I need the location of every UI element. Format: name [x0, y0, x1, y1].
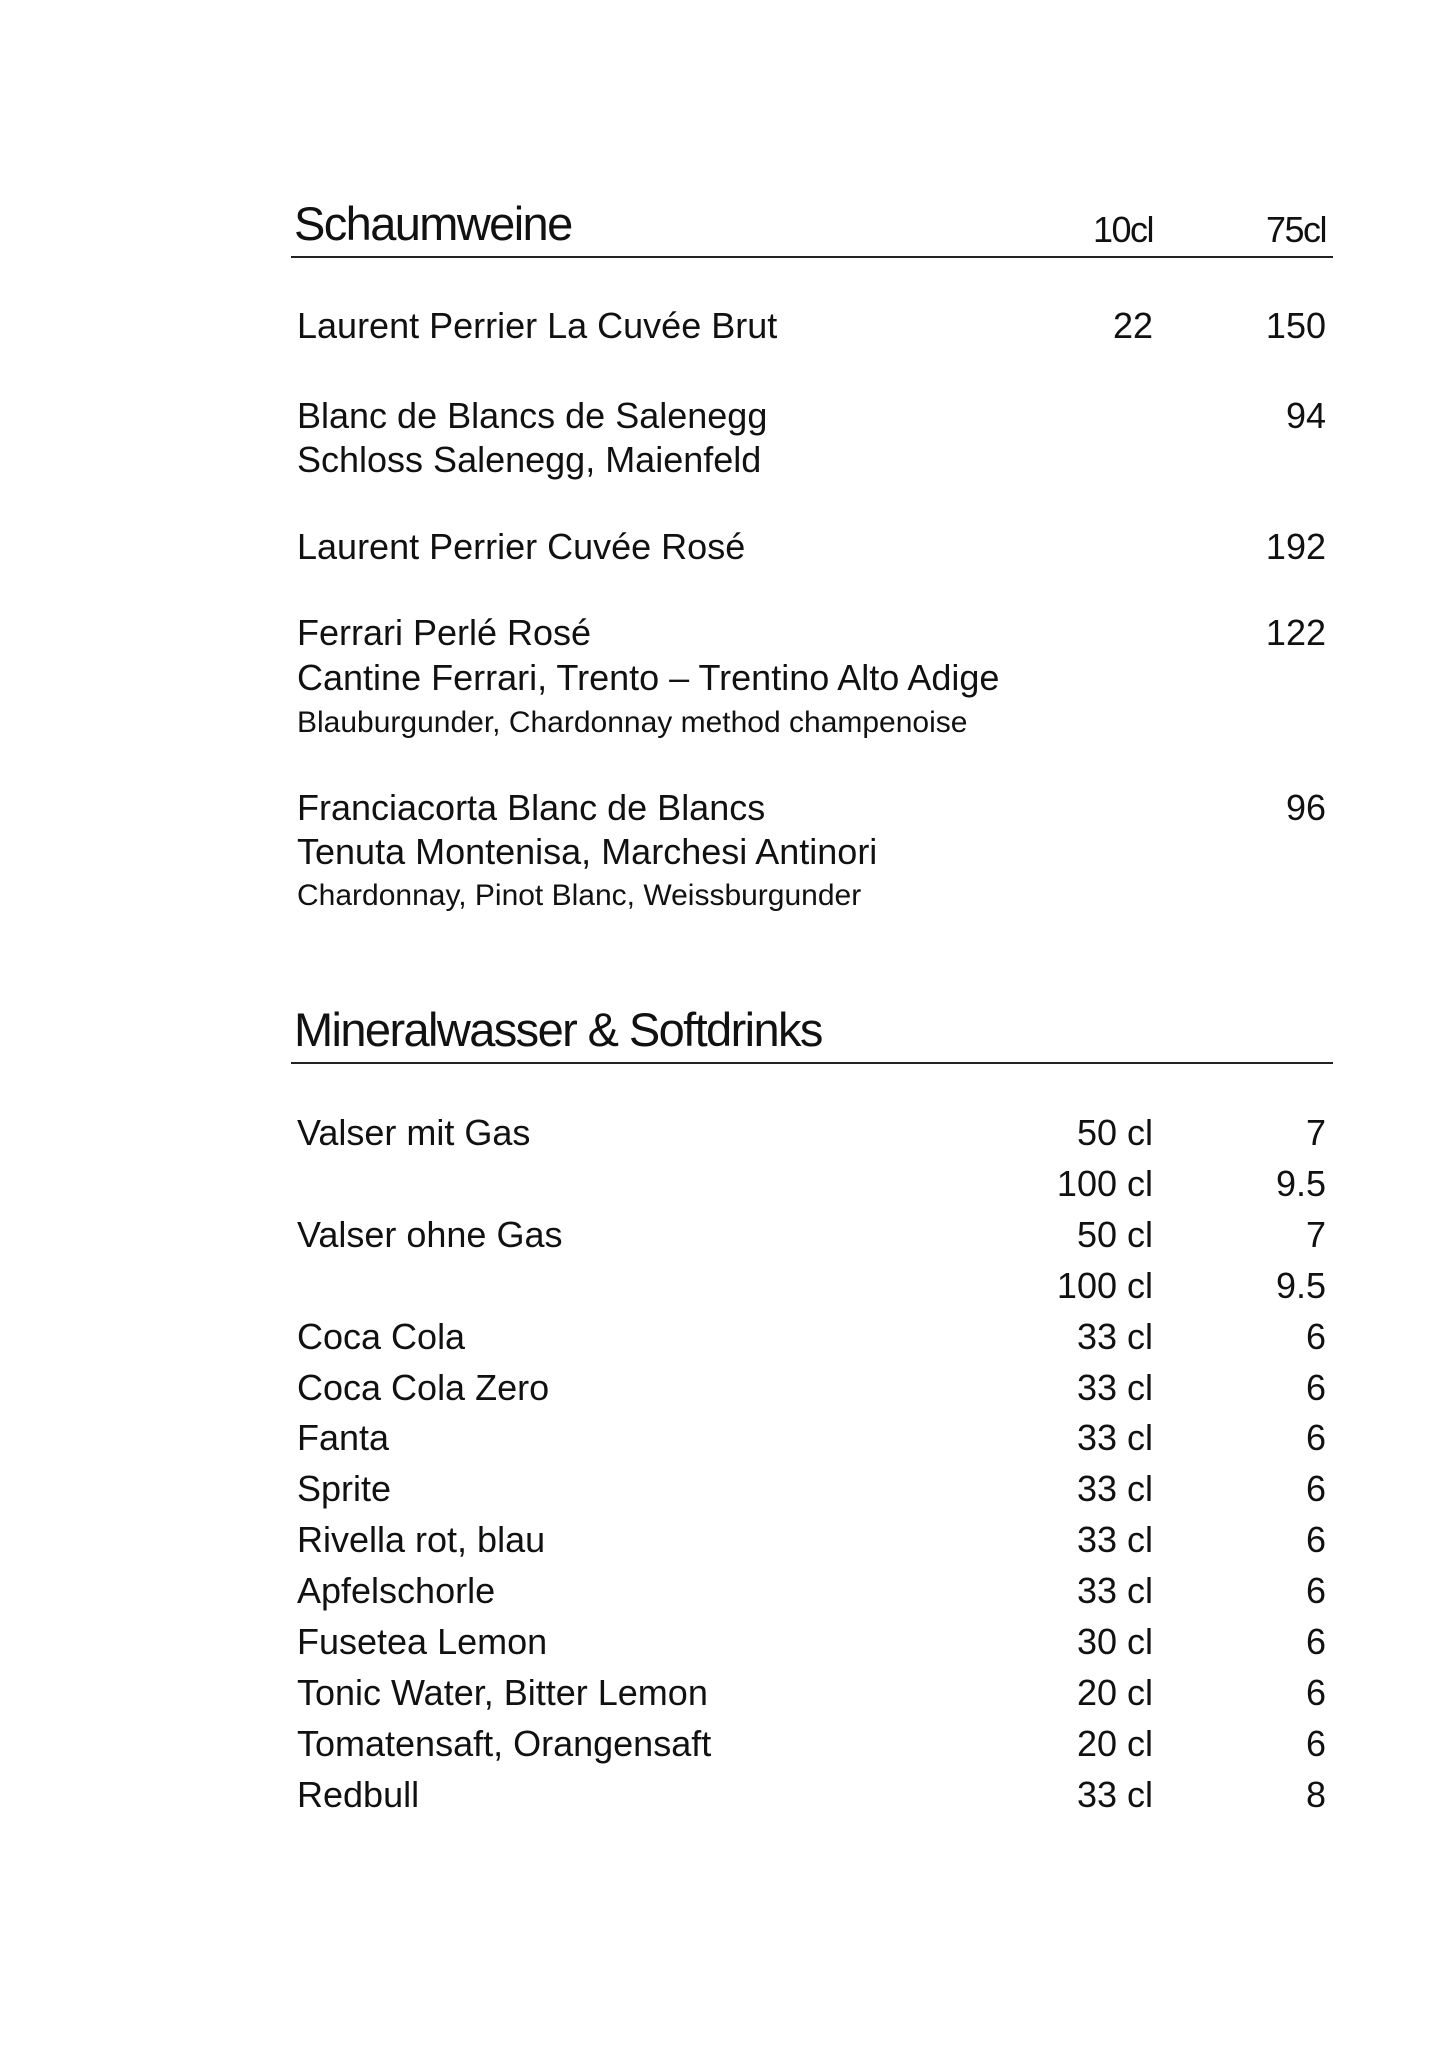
drink-size: 100 cl — [1056, 1265, 1153, 1306]
drink-price: 6 — [1305, 1519, 1326, 1560]
drink-price: 6 — [1305, 1672, 1326, 1713]
wine-name: Franciacorta Blanc de Blancs — [297, 787, 766, 828]
drink-price: 9.5 — [1275, 1163, 1326, 1204]
drink-size: 33 cl — [1076, 1468, 1153, 1509]
drink-size: 30 cl — [1076, 1621, 1153, 1662]
drink-size: 33 cl — [1076, 1316, 1153, 1357]
section-title: Schaumweine — [294, 197, 572, 250]
column-header-10cl: 10cl — [1092, 209, 1153, 250]
drink-name: Fanta — [297, 1417, 390, 1458]
drink-size: 33 cl — [1076, 1570, 1153, 1611]
drink-name: Coca Cola Zero — [297, 1367, 550, 1408]
section-divider — [291, 256, 1333, 258]
price-10cl: 22 — [1112, 305, 1153, 346]
wine-grapes: Chardonnay, Pinot Blanc, Weissburgunder — [297, 879, 862, 912]
drink-size: 33 cl — [1076, 1774, 1153, 1815]
drink-size: 33 cl — [1076, 1417, 1153, 1458]
price-75cl: 94 — [1285, 395, 1326, 436]
column-header-75cl: 75cl — [1265, 209, 1326, 250]
drink-name: Valser ohne Gas — [297, 1214, 563, 1255]
wine-producer: Cantine Ferrari, Trento – Trentino Alto Adige — [297, 657, 1000, 698]
wine-name: Laurent Perrier Cuvée Rosé — [297, 526, 746, 567]
drink-price: 6 — [1305, 1723, 1326, 1764]
drink-name: Tonic Water, Bitter Lemon — [297, 1672, 708, 1713]
drink-size: 20 cl — [1076, 1723, 1153, 1764]
drink-size: 33 cl — [1076, 1519, 1153, 1560]
drink-name: Valser mit Gas — [297, 1112, 531, 1153]
drink-name: Apfelschorle — [297, 1570, 496, 1611]
price-75cl: 122 — [1265, 612, 1326, 653]
drink-size: 100 cl — [1056, 1163, 1153, 1204]
drink-name: Rivella rot, blau — [297, 1519, 546, 1560]
drink-price: 8 — [1305, 1774, 1326, 1815]
drink-name: Coca Cola — [297, 1316, 466, 1357]
drink-price: 9.5 — [1275, 1265, 1326, 1306]
drink-price: 6 — [1305, 1468, 1326, 1509]
wine-grapes: Blauburgunder, Chardonnay method champenoise — [297, 706, 968, 739]
price-75cl: 96 — [1285, 787, 1326, 828]
drink-name: Sprite — [297, 1468, 392, 1509]
wine-name: Blanc de Blancs de Salenegg — [297, 395, 768, 436]
drink-price: 7 — [1305, 1112, 1326, 1153]
drink-price: 7 — [1305, 1214, 1326, 1255]
drink-name: Redbull — [297, 1774, 420, 1815]
drink-size: 33 cl — [1076, 1367, 1153, 1408]
drink-price: 6 — [1305, 1417, 1326, 1458]
wine-producer: Tenuta Montenisa, Marchesi Antinori — [297, 831, 878, 872]
price-75cl: 192 — [1265, 526, 1326, 567]
drink-price: 6 — [1305, 1316, 1326, 1357]
drink-name: Fusetea Lemon — [297, 1621, 548, 1662]
wine-name: Laurent Perrier La Cuvée Brut — [297, 305, 778, 346]
wine-name: Ferrari Perlé Rosé — [297, 612, 592, 653]
drink-price: 6 — [1305, 1570, 1326, 1611]
drink-size: 50 cl — [1076, 1112, 1153, 1153]
drink-price: 6 — [1305, 1367, 1326, 1408]
section-title: Mineralwasser & Softdrinks — [294, 1003, 822, 1056]
wine-producer: Schloss Salenegg, Maienfeld — [297, 439, 762, 480]
section-divider — [291, 1062, 1333, 1064]
drink-size: 50 cl — [1076, 1214, 1153, 1255]
price-75cl: 150 — [1265, 305, 1326, 346]
drink-size: 20 cl — [1076, 1672, 1153, 1713]
drink-price: 6 — [1305, 1621, 1326, 1662]
drink-name: Tomatensaft, Orangensaft — [297, 1723, 712, 1764]
